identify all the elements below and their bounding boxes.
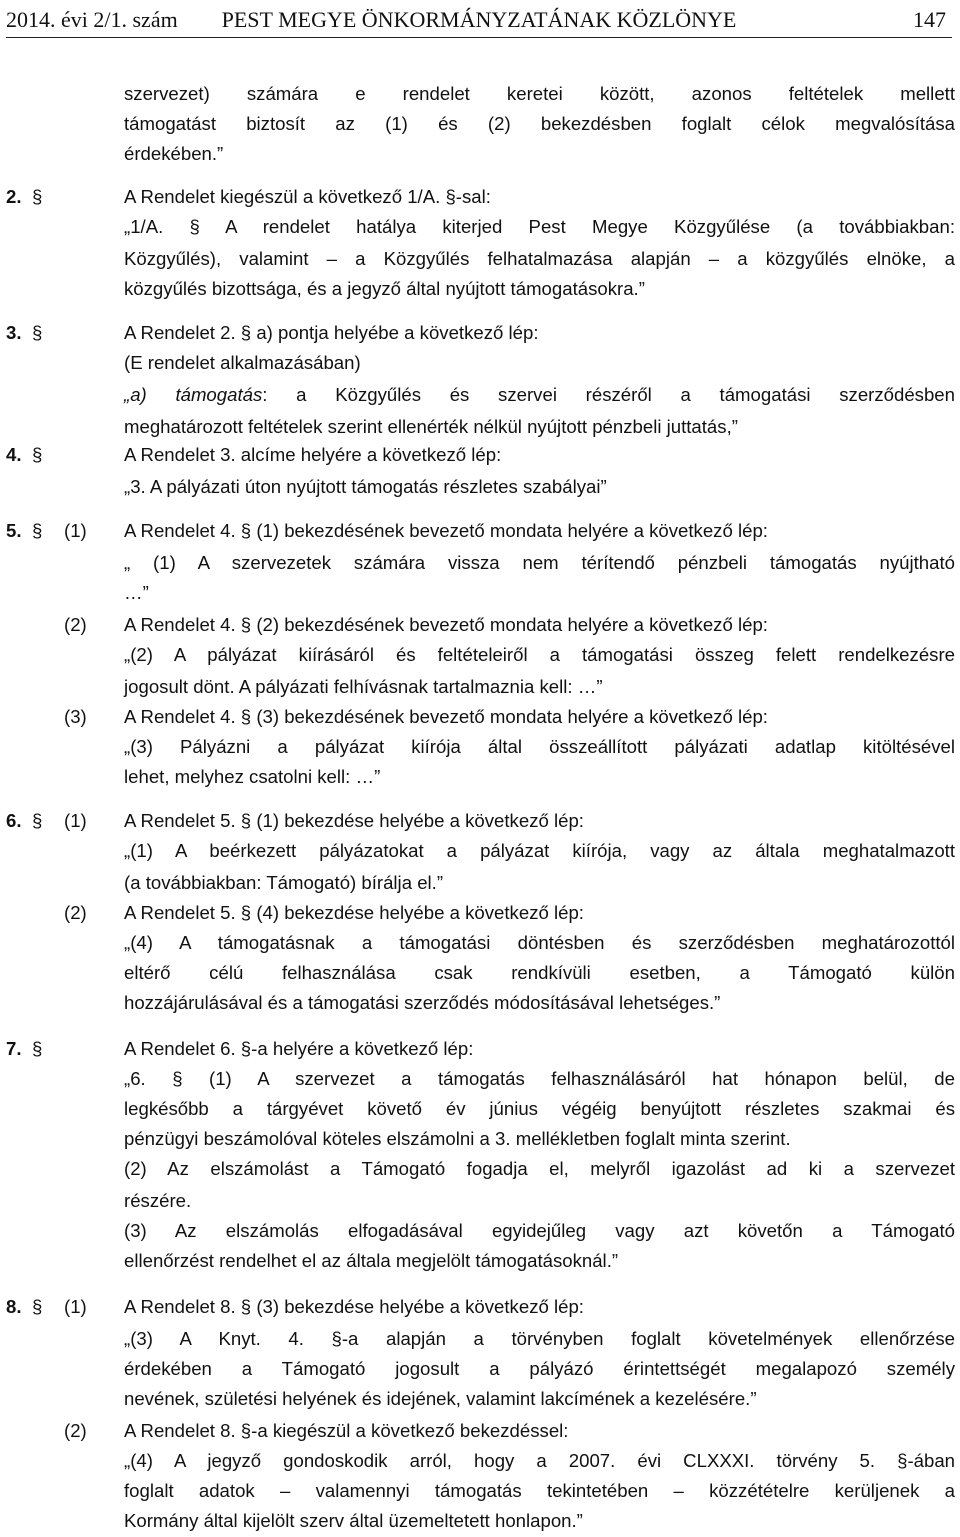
text-line: A Rendelet 2. § a) pontja helyébe a következő lép: xyxy=(124,322,539,343)
text-line: legkésőbb a tárgyévet követő év június végéig benyújtott részletes szakmai és xyxy=(124,1098,955,1119)
text-line: ellenőrzést rendelhet el az általa megjelölt támogatásoknál.” xyxy=(124,1250,619,1271)
defined-term: „a) támogatás xyxy=(124,384,263,405)
text-line: A Rendelet 4. § (3) bekezdésének bevezető mondata helyére a következő lép: xyxy=(124,706,768,727)
text-line: eltérő célú felhasználása csak rendkívüli esetben, a Támogató külön xyxy=(124,962,955,983)
text-line: részére. xyxy=(124,1190,192,1211)
section-number: 5. xyxy=(6,520,22,541)
paragraph-number: (2) xyxy=(64,614,87,635)
text-line: A Rendelet 6. §-a helyére a következő lép: xyxy=(124,1038,474,1059)
text-line: „(2) A pályázat kiírásáról és feltételeiről a támogatási összeg felett rendelkezésre xyxy=(124,644,955,665)
section-sign: § xyxy=(32,322,43,343)
definition-text: : a Közgyűlés és szervei részéről a támogatási szerződésben xyxy=(262,384,955,405)
text-line xyxy=(124,380,955,410)
section-sign: § xyxy=(32,520,43,541)
text-line: (2) Az elszámolást a Támogató fogadja el, melyről igazolást ad ki a szervezet xyxy=(124,1158,955,1179)
text-line: jogosult dönt. A pályázati felhívásnak tartalmaznia kell: …” xyxy=(124,676,603,697)
text-line: A Rendelet 3. alcíme helyére a következő lép: xyxy=(124,444,502,465)
text-line: „3. A pályázati úton nyújtott támogatás részletes szabályai” xyxy=(124,476,607,497)
text-line: Közgyűlés), valamint – a Közgyűlés felhatalmazása alapján – a közgyűlés elnöke, a xyxy=(124,248,955,269)
section-number: 2. xyxy=(6,186,22,207)
text-line: „(3) A Knyt. 4. §-a alapján a törvényben foglalt követelmények ellenőrzése xyxy=(124,1328,955,1349)
text-line: A Rendelet 8. §-a kiegészül a következő bekezdéssel: xyxy=(124,1420,569,1441)
gazette-title: PEST MEGYE ÖNKORMÁNYZATÁNAK KÖZLÖNYE xyxy=(221,7,737,32)
text-line: Kormány által kijelölt szerv által üzemeltetett honlapon.” xyxy=(124,1510,583,1531)
text-line: A Rendelet 4. § (1) bekezdésének bevezető mondata helyére a következő lép: xyxy=(124,520,768,541)
section-number: 3. xyxy=(6,322,22,343)
text-line: (E rendelet alkalmazásában) xyxy=(124,352,361,373)
section-number: 7. xyxy=(6,1038,22,1059)
text-line: hozzájárulásával és a támogatási szerződés módosításával lehetséges.” xyxy=(124,992,721,1013)
paragraph-number: (2) xyxy=(64,902,87,923)
text-line: közgyűlés bizottsága, és a jegyző által nyújtott támogatásokra.” xyxy=(124,278,645,299)
text-line: „ (1) A szervezetek számára vissza nem térítendő pénzbeli támogatás nyújtható xyxy=(124,552,955,573)
page-number: 147 xyxy=(913,7,946,32)
paragraph-number: (1) xyxy=(64,520,87,541)
issue-number: 2014. évi 2/1. szám xyxy=(6,7,178,32)
text-line: érdekében.” xyxy=(124,143,224,164)
text-line: szervezet) számára e rendelet keretei között, azonos feltételek mellett xyxy=(124,83,955,104)
text-line: A Rendelet 4. § (2) bekezdésének bevezető mondata helyére a következő lép: xyxy=(124,614,768,635)
paragraph-number: (2) xyxy=(64,1420,87,1441)
section-number: 8. xyxy=(6,1296,22,1317)
section-sign: § xyxy=(32,444,43,465)
text-line: támogatást biztosít az (1) és (2) bekezdésben foglalt célok megvalósítása xyxy=(124,113,955,134)
text-line: foglalt adatok – valamennyi támogatás tekintetében – közzétételre kerüljenek a xyxy=(124,1480,955,1501)
page-header xyxy=(6,3,952,38)
text-line: nevének, születési helyének és idejének, valamint lakcímének a kezelésére.” xyxy=(124,1388,757,1409)
text-line: lehet, melyhez csatolni kell: …” xyxy=(124,766,381,787)
paragraph-number: (1) xyxy=(64,1296,87,1317)
text-line: „(4) A jegyző gondoskodik arról, hogy a 2007. évi CLXXXI. törvény 5. §-ában xyxy=(124,1450,955,1471)
text-line: érdekében a Támogató jogosult a pályázó érintettségét megalapozó személy xyxy=(124,1358,955,1379)
text-line: A Rendelet 5. § (1) bekezdése helyébe a következő lép: xyxy=(124,810,584,831)
text-line: „6. § (1) A szervezet a támogatás felhasználásáról hat hónapon belül, de xyxy=(124,1068,955,1089)
section-number: 4. xyxy=(6,444,22,465)
text-line: „(3) Pályázni a pályázat kiírója által összeállított pályázati adatlap kitöltésével xyxy=(124,736,955,757)
text-line: „1/A. § A rendelet hatálya kiterjed Pest Megye Közgyűlése (a továbbiakban: xyxy=(124,216,955,237)
paragraph-number: (3) xyxy=(64,706,87,727)
text-line: „(4) A támogatásnak a támogatási döntésben és szerződésben meghatározottól xyxy=(124,932,955,953)
section-number: 6. xyxy=(6,810,22,831)
text-line: A Rendelet kiegészül a következő 1/A. §-sal: xyxy=(124,186,491,207)
text-line: A Rendelet 8. § (3) bekezdése helyébe a következő lép: xyxy=(124,1296,584,1317)
text-line: „(1) A beérkezett pályázatokat a pályázat kiírója, vagy az általa meghatalmazott xyxy=(124,840,955,861)
text-line: (a továbbiakban: Támogató) bírálja el.” xyxy=(124,872,444,893)
section-sign: § xyxy=(32,810,43,831)
text-line: …” xyxy=(124,582,149,603)
section-sign: § xyxy=(32,1038,43,1059)
text-line: pénzügyi beszámolóval köteles elszámolni a 3. mellékletben foglalt minta szerint. xyxy=(124,1128,791,1149)
text-line: meghatározott feltételek szerint ellenérték nélkül nyújtott pénzbeli juttatás,” xyxy=(124,416,738,437)
text-line: (3) Az elszámolás elfogadásával egyidejűleg vagy azt követőn a Támogató xyxy=(124,1220,955,1241)
section-sign: § xyxy=(32,186,43,207)
text-line: A Rendelet 5. § (4) bekezdése helyébe a következő lép: xyxy=(124,902,584,923)
paragraph-number: (1) xyxy=(64,810,87,831)
section-sign: § xyxy=(32,1296,43,1317)
